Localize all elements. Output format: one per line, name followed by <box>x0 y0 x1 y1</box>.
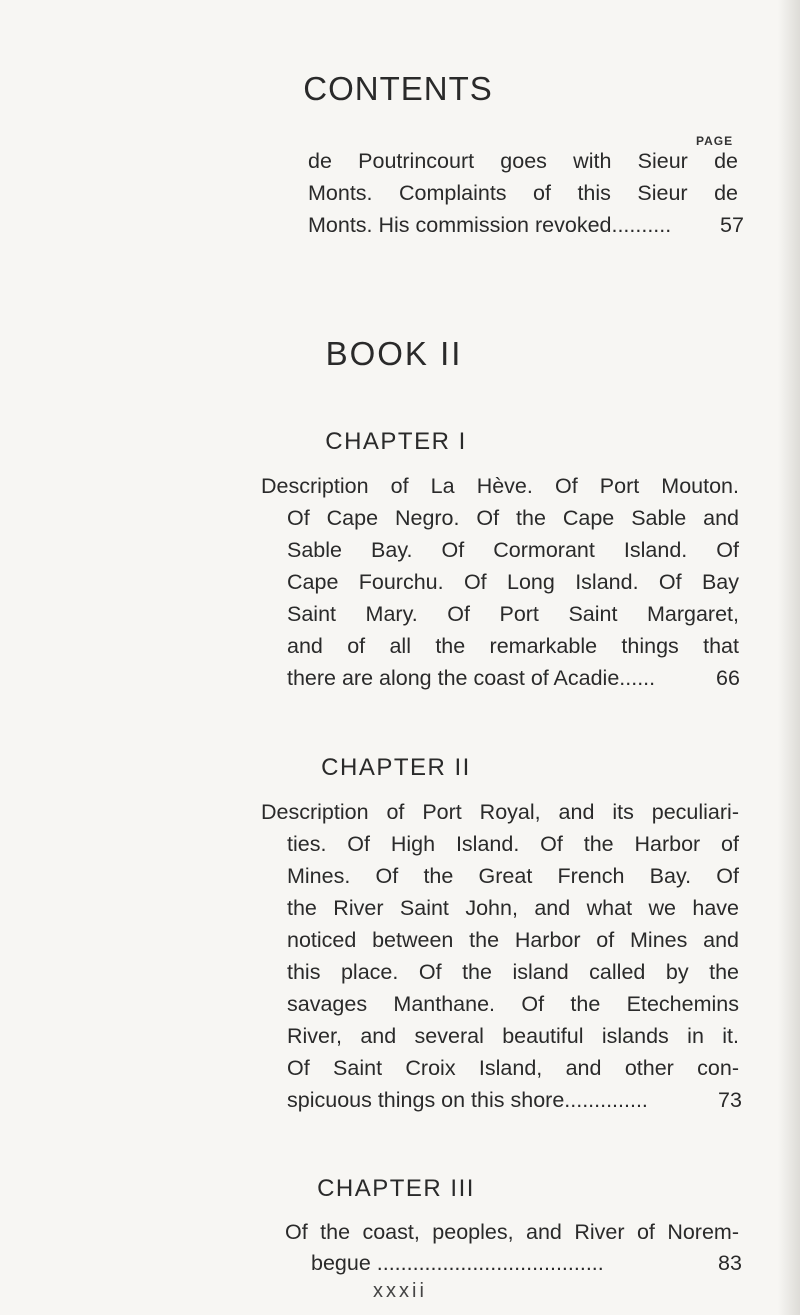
entry-line: Of Cape Negro. Of the Cape Sable and <box>287 506 739 530</box>
page-title: CONTENTS <box>303 70 493 107</box>
entry-line: Description of La Hève. Of Port Mouton. <box>261 474 739 498</box>
entry-line: Monts. His commission revoked.......... <box>308 213 672 237</box>
entry-line: Cape Fourchu. Of Long Island. Of Bay <box>287 570 739 594</box>
entry-line: the River Saint John, and what we have <box>287 896 739 920</box>
entry-line: spicuous things on this shore.............. <box>287 1088 648 1112</box>
entry-line: and of all the remarkable things that <box>287 634 739 658</box>
entry-line: de Poutrincourt goes with Sieur de <box>308 149 738 173</box>
entry-line: noticed between the Harbor of Mines and <box>287 928 739 952</box>
page-edge-shadow <box>778 0 800 1315</box>
entry-line: Mines. Of the Great French Bay. Of <box>287 864 739 888</box>
chapter-title: CHAPTER II <box>321 754 471 781</box>
chapter-title: CHAPTER III <box>317 1175 475 1202</box>
page-column-label: PAGE <box>696 134 734 148</box>
entry-line: River, and several beautiful islands in it. <box>287 1024 739 1048</box>
entry-line: Saint Mary. Of Port Saint Margaret, <box>287 602 739 626</box>
entry-line: ties. Of High Island. Of the Harbor of <box>287 832 739 856</box>
entry-page-number: 73 <box>718 1088 742 1112</box>
entry-line: Monts. Complaints of this Sieur de <box>308 181 738 205</box>
entry-line: Sable Bay. Of Cormorant Island. Of <box>287 538 739 562</box>
book-title: BOOK II <box>325 335 463 372</box>
footer-page-number: xxxii <box>373 1280 427 1302</box>
entry-line: there are along the coast of Acadie...... <box>287 666 656 690</box>
entry-line: Of the coast, peoples, and River of Norem- <box>285 1220 739 1244</box>
entry-page-number: 83 <box>718 1251 742 1275</box>
entry-line: this place. Of the island called by the <box>287 960 739 984</box>
chapter-title: CHAPTER I <box>325 428 467 455</box>
entry-line: begue ...................................... <box>311 1251 604 1275</box>
entry-line: Of Saint Croix Island, and other con- <box>287 1056 739 1080</box>
entry-line: savages Manthane. Of the Etechemins <box>287 992 739 1016</box>
entry-line: Description of Port Royal, and its peculiari- <box>261 800 739 824</box>
entry-page-number: 57 <box>720 213 744 237</box>
entry-page-number: 66 <box>716 666 740 690</box>
